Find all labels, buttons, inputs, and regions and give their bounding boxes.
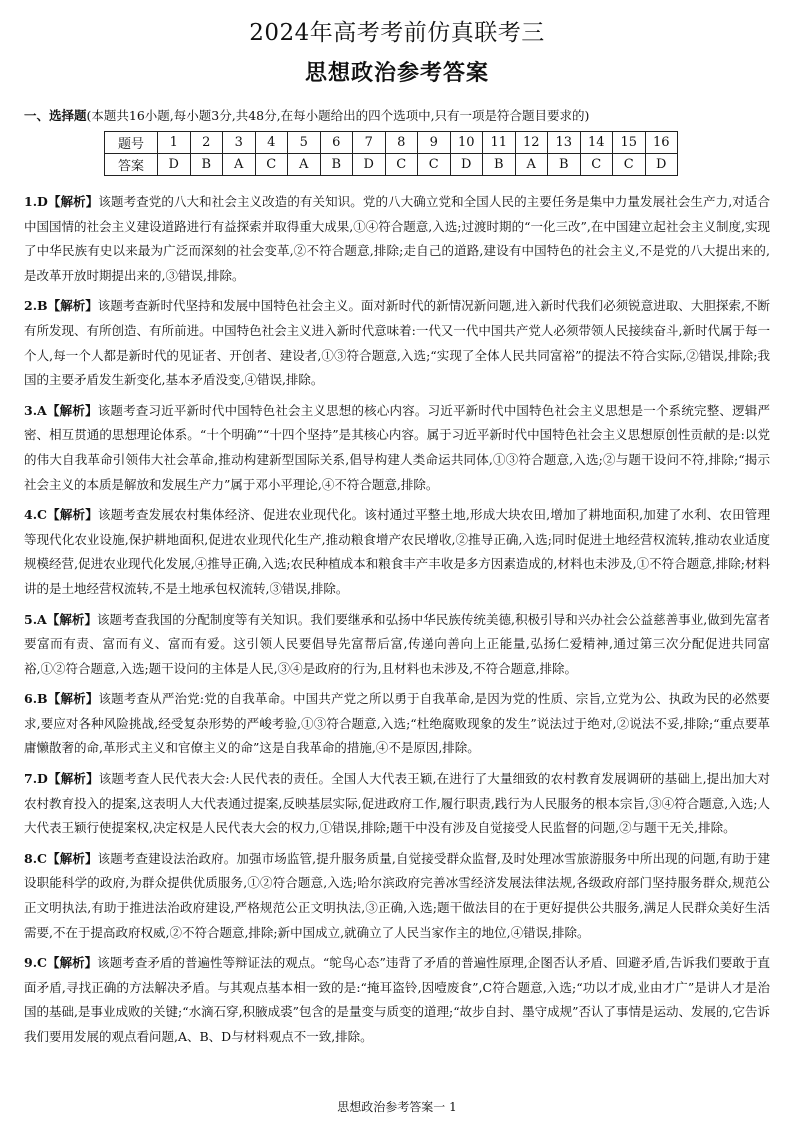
item-number: 5.A xyxy=(24,611,47,627)
explanation-item xyxy=(24,767,770,841)
answer-cell: C xyxy=(418,154,451,176)
question-number: 12 xyxy=(515,132,548,154)
item-number: 8.C xyxy=(24,850,47,866)
item-number: 6.B xyxy=(24,691,48,707)
answer-cell: D xyxy=(158,154,191,176)
question-number: 6 xyxy=(320,132,353,154)
question-number: 16 xyxy=(645,132,678,154)
question-number: 10 xyxy=(450,132,483,154)
section-note: (本题共16小题,每小题3分,共48分,在每小题给出的四个选项中,只有一项是符合题目要求的) xyxy=(86,108,590,123)
item-text: 该题考查矛盾的普遍性等辩证法的观点。“鸵鸟心态”违背了矛盾的普遍性原理,企图否认矛盾、回避矛盾,告诉我们要敢于直面矛盾,寻找正确的方法解决矛盾。与其观点基本相一致的是:“掩耳盗铃,因噎废食”,C符合题意,入选;“功以才成,业由才广”是讲人才是治国的基础,是事业成败的关键;“水滴石穿,积腋成裘”包含的是量变与质变的道理;“故步自封、墨守成规”否认了事情是运动、发展的,它告诉我们要用发展的观点看问题,A、B、D与材料观点不一致,排除。 xyxy=(24,955,770,1044)
exam-title: 2024年高考考前仿真联考三 xyxy=(249,20,545,46)
item-text: 该题考查建设法治政府。加强市场监管,提升服务质量,自觉接受群众监督,及时处理冰雪旅游服务中所出现的问题,有助于建设职能科学的政府,为群众提供优质服务,①②符合题意,入选;哈尔滨政府完善冰雪经济发展法律法规,各级政府部门坚持服务群众,规范公正文明执法,有助于推进法治政府建设,严格规范公正文明执法,③正确,入选;题干做法目的在于更好提供公共服务,满足人民群众美好生活需要,不在于提高政府权威,②不符合题意,排除;新中国成立,就确立了人民当家作主的地位,④错误,排除。 xyxy=(24,850,770,940)
answer-cell: B xyxy=(548,154,581,176)
analysis-tag: 【解析】 xyxy=(47,691,99,707)
item-text: 该题考查党的八大和社会主义改造的有关知识。党的八大确立党和全国人民的主要任务是集中力量发展社会生产力,对适合中国国情的社会主义建设道路进行有益探索并取得重大成果,①④符合题意,入选;过渡时期的“一化三改”,在中国建立起社会主义制度,实现了中华民族有史以来最为广泛而深刻的社会变革,②不符合题意,排除;走自己的道路,建设有中国特色的社会主义,不是党的八大提出来的,是改革开放时期提出来的,③错误,排除。 xyxy=(24,194,770,283)
question-number: 3 xyxy=(223,132,256,154)
item-number: 2.B xyxy=(24,298,48,314)
analysis-tag: 【解析】 xyxy=(47,194,99,209)
item-number: 1.D xyxy=(24,194,48,209)
question-number: 13 xyxy=(548,132,581,154)
answer-cell: A xyxy=(288,154,321,176)
analysis-tag: 【解析】 xyxy=(47,955,98,971)
explanation-item xyxy=(24,951,770,1049)
answer-cell: A xyxy=(223,154,256,176)
item-text: 该题考查习近平新时代中国特色社会主义思想的核心内容。习近平新时代中国特色社会主义思想是一个系统完整、逻辑严密、相互贯通的思想理论体系。“十个明确”“十四个坚持”是其核心内容。属于习近平新时代中国特色社会主义思想原创性贡献的是:以党的伟大自我革命引领伟大社会革命,推动构建新型国际关系,倡导构建人类命运共同体,①③符合题意,入选;②与题干设问不符,排除;“揭示社会主义的本质是解放和发展生产力”属于邓小平理论,④不符合题意,排除。 xyxy=(24,402,770,492)
item-text: 该题考查发展农村集体经济、促进农业现代化。该村通过平整土地,形成大块农田,增加了耕地面积,加建了水利、农田管理等现代化农业设施,保护耕地面积,促进农业现代化生产,推动粮食增产农民增收,②推导正确,入选;同时促进土地经营权流转,推动农业适度规模经营,促进农业现代化发展,④推导正确,入选;农民种植成本和粮食丰产丰收是多方因素造成的,材料也未涉及,①不符合题意,排除;材料讲的是土地经营权流转,不是土地承包权流转,③错误,排除。 xyxy=(24,507,770,596)
question-number: 11 xyxy=(483,132,516,154)
answer-cell: B xyxy=(483,154,516,176)
answer-cell: C xyxy=(255,154,288,176)
answer-cell: D xyxy=(450,154,483,176)
answer-row xyxy=(105,154,678,176)
answer-cell: B xyxy=(320,154,353,176)
analysis-tag: 【解析】 xyxy=(47,850,98,866)
analysis-tag: 【解析】 xyxy=(47,507,98,523)
question-number: 1 xyxy=(158,132,191,154)
analysis-tag: 【解析】 xyxy=(46,402,98,418)
question-number: 7 xyxy=(353,132,386,154)
document-subtitle: 思想政治参考答案 xyxy=(304,60,489,86)
explanation-item xyxy=(24,847,770,945)
answer-cell: D xyxy=(645,154,678,176)
section-heading xyxy=(24,106,774,124)
analysis-tag: 【解析】 xyxy=(46,611,97,627)
question-number: 2 xyxy=(190,132,223,154)
explanation-item xyxy=(24,399,770,497)
answer-cell: C xyxy=(385,154,418,176)
explanation-item xyxy=(24,687,770,761)
question-number: 8 xyxy=(385,132,418,154)
explanation-item xyxy=(24,608,770,682)
item-number: 3.A xyxy=(24,402,47,418)
explanation-item xyxy=(24,190,770,288)
item-number: 7.D xyxy=(24,771,48,787)
page-footer: 思想政治参考答案一 1 xyxy=(337,1100,457,1114)
question-number: 9 xyxy=(418,132,451,154)
item-text: 该题考查我国的分配制度等有关知识。我们要继承和弘扬中华民族传统美德,积极引导和兴办社会公益慈善事业,做到先富者要富而有责、富而有义、富而有爱。这引领人民要倡导先富帮后富,传递向善向上正能量,弘扬仁爱精神,通过第三次分配促进共同富裕,①②符合题意,入选;题干设问的主体是人民,③④是政府的行为,且材料也未涉及,不符合题意,排除。 xyxy=(24,611,770,676)
analysis-tag: 【解析】 xyxy=(47,298,98,314)
item-text: 该题考查从严治党:党的自我革命。中国共产党之所以勇于自我革命,是因为党的性质、宗旨,立党为公、执政为民的必然要求,要应对各种风险挑战,经受复杂形势的严峻考验,①③符合题意,入选;“杜绝腐败现象的发生”说法过于绝对,②说法不妥,排除;“重点要革庸懒散奢的命,革形式主义和官僚主义的命”这是自我革命的措施,④不是原因,排除。 xyxy=(24,691,770,756)
section-label: 一、选择题 xyxy=(24,108,87,123)
explanation-item xyxy=(24,294,770,392)
item-text: 该题考查新时代坚持和发展中国特色社会主义。面对新时代的新情况新问题,进入新时代我们必须锐意进取、大胆探索,不断有所发现、有所创造、有所前进。中国特色社会主义进入新时代意味着:一代又一代中国共产党人必须带领人民接续奋斗,新时代属于每一个人,每一个人都是新时代的见证者、开创者、建设者,①③符合题意,入选;“实现了全体人民共同富裕”的提法不符合实际,②错误,排除;我国的主要矛盾发生新变化,基本矛盾没变,④错误,排除。 xyxy=(24,298,770,388)
answer-table xyxy=(104,131,678,176)
question-number-row xyxy=(105,132,678,154)
question-number: 4 xyxy=(255,132,288,154)
answer-cell: B xyxy=(190,154,223,176)
answer-cell: A xyxy=(515,154,548,176)
item-number: 4.C xyxy=(24,507,47,523)
explanation-item xyxy=(24,503,770,601)
question-number: 14 xyxy=(580,132,613,154)
row-label-answers: 答案 xyxy=(105,154,158,176)
row-label-numbers: 题号 xyxy=(105,132,158,154)
question-number: 15 xyxy=(613,132,646,154)
answer-cell: C xyxy=(613,154,646,176)
answer-cell: C xyxy=(580,154,613,176)
question-number: 5 xyxy=(288,132,321,154)
analysis-tag: 【解析】 xyxy=(47,771,99,787)
explanation-list xyxy=(24,190,770,1056)
answer-cell: D xyxy=(353,154,386,176)
item-number: 9.C xyxy=(24,955,47,971)
item-text: 该题考查人民代表大会:人民代表的责任。全国人大代表王颖,在进行了大量细致的农村教育发展调研的基础上,提出加大对农村教育投入的提案,这表明人大代表通过提案,反映基层实际,促进政府工作,履行职责,践行为人民服务的根本宗旨,③④符合题意,入选;人大代表王颖行使提案权,决定权是人民代表大会的权力,①错误,排除;题干中没有涉及自觉接受人民监督的问题,②与题干无关,排除。 xyxy=(24,771,770,836)
